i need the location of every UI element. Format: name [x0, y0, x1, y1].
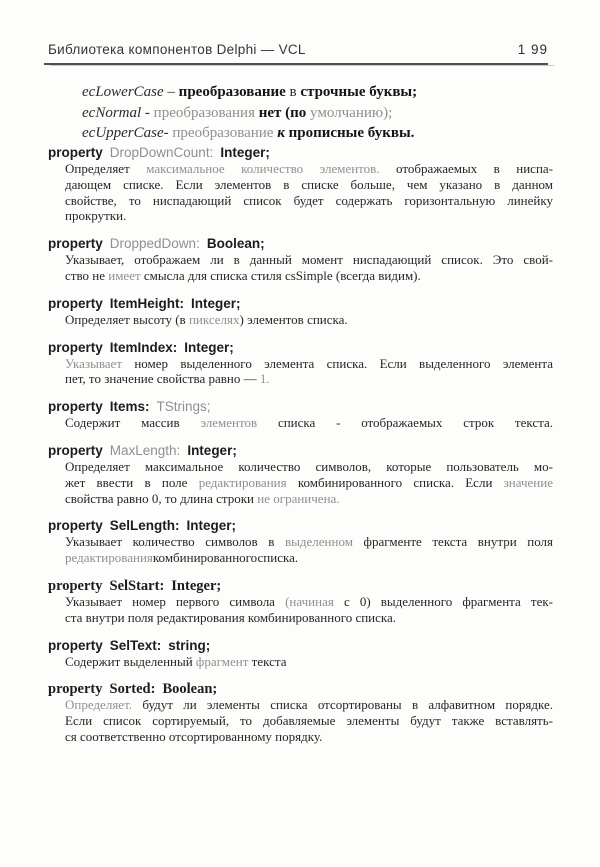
property-description	[65, 594, 553, 626]
description-line	[65, 459, 553, 475]
text-segment: фрагмент	[195, 653, 249, 669]
text-segment: умолчанию);	[310, 104, 393, 121]
text-segment: Указывает количество символов в	[65, 534, 286, 550]
property-name: DropDownCount:	[109, 145, 214, 160]
text-segment: выделенном	[285, 534, 353, 550]
text-segment: Определяет высоту (в	[65, 311, 189, 327]
text-segment: отображаемых в ниспа-	[379, 161, 554, 176]
property-declaration	[48, 578, 600, 594]
description-line	[65, 371, 553, 387]
property-type: Boolean;	[206, 236, 265, 252]
text-segment: Указывает номер первого символа	[65, 593, 286, 609]
property-name: ItemHeight:	[109, 295, 185, 311]
property-declaration	[48, 399, 600, 415]
property-type: TStrings;	[156, 399, 211, 415]
description-line	[65, 193, 553, 209]
text-segment: Если список сортируемый, то добавляемые элементы будут также вставлять-	[65, 713, 553, 729]
property-block	[0, 443, 600, 506]
text-segment: -	[141, 104, 154, 121]
property-declaration	[48, 681, 600, 697]
description-line	[65, 161, 553, 177]
intro-line	[82, 82, 560, 103]
text-segment: Содержит массив	[65, 415, 201, 431]
text-segment: ство не	[65, 267, 109, 283]
property-type: Integer;	[220, 145, 270, 160]
property-block	[0, 296, 600, 328]
description-line	[65, 208, 553, 224]
description-line	[65, 415, 553, 431]
property-type: Integer;	[171, 577, 222, 594]
text-segment: Определяет.	[65, 697, 133, 713]
property-type: string;	[168, 637, 211, 653]
text-segment: к	[277, 125, 289, 141]
properties-section	[0, 133, 600, 745]
running-title: Библиотека компонентов Delphi — VCL	[48, 42, 306, 57]
property-name: ItemIndex:	[109, 339, 178, 355]
text-segment: (начиная	[285, 593, 334, 609]
text-segment: пет, то значение свойства равно —	[65, 371, 260, 387]
text-segment: строчные буквы;	[300, 84, 418, 100]
property-type: Integer;	[187, 442, 237, 458]
property-declaration	[48, 145, 600, 161]
property-description	[65, 459, 553, 506]
text-segment: комбинированногосписка.	[152, 550, 299, 566]
property-keyword: property	[48, 399, 103, 415]
property-name: Sorted:	[109, 681, 156, 698]
page-number: 1 99	[517, 42, 548, 57]
property-name: MaxLength:	[109, 442, 181, 458]
text-segment: с 0) выделенного фрагмента тек-	[333, 593, 553, 609]
property-keyword: property	[48, 442, 103, 458]
property-name: SelText:	[109, 637, 162, 653]
property-description	[65, 654, 553, 670]
property-keyword: property	[48, 577, 103, 594]
description-line	[65, 312, 553, 328]
text-segment: значение	[503, 474, 553, 490]
property-name: SelStart:	[109, 577, 165, 594]
text-segment: дающем списке. Если элементов в списке больше, чем указано в данном	[65, 176, 553, 192]
property-name: Items:	[109, 399, 150, 415]
property-description	[65, 697, 553, 744]
description-line	[65, 534, 553, 550]
property-keyword: property	[48, 681, 103, 698]
property-name: DroppedDown:	[109, 236, 200, 252]
property-keyword: property	[48, 518, 103, 534]
text-segment: ecUpperCase-	[82, 125, 169, 141]
text-segment: комбинированного списка. Если	[286, 474, 504, 490]
text-segment: не ограничена.	[257, 490, 340, 506]
property-block	[0, 145, 600, 224]
text-segment: свойства равно 0, то длина строки	[65, 490, 258, 506]
property-block	[0, 340, 600, 388]
property-type: Integer;	[186, 518, 237, 534]
text-segment: текста	[248, 653, 287, 669]
text-segment: списка - отображаемых строк текста.	[257, 415, 553, 431]
description-line	[65, 654, 553, 670]
property-type: Integer;	[184, 339, 234, 355]
text-segment: преобразования	[153, 104, 259, 121]
property-declaration	[48, 236, 600, 252]
text-segment: смысла для списка стиля csSimple (всегда видим).	[140, 267, 421, 283]
description-line	[65, 697, 553, 713]
text-segment: редактирования	[65, 550, 153, 566]
text-segment: ecNormal	[82, 104, 142, 121]
text-segment: жет ввести в поле	[65, 474, 199, 490]
property-description	[65, 161, 553, 224]
text-segment: фрагменте текста внутри поля	[352, 534, 553, 550]
property-block	[0, 236, 600, 284]
property-block	[0, 578, 600, 626]
property-description	[65, 534, 553, 566]
property-block	[0, 681, 600, 744]
header-rule	[44, 63, 548, 65]
text-segment: редактирования	[198, 474, 287, 490]
text-segment: Указывает, отображаем ли в данный момент ниспадающий список. Это свой-	[65, 252, 553, 268]
property-keyword: property	[48, 637, 103, 653]
text-segment: ста внутри поля редактирования комбинированного списка.	[65, 609, 397, 625]
property-keyword: property	[48, 145, 103, 160]
text-segment: ecLowerCase	[82, 84, 164, 100]
description-line	[65, 594, 553, 610]
text-segment: –	[163, 84, 179, 100]
property-block	[0, 399, 600, 431]
property-description	[65, 415, 553, 431]
description-line	[65, 177, 553, 193]
text-segment: Указывает	[65, 355, 123, 371]
text-segment: в	[285, 84, 301, 100]
description-line	[65, 491, 553, 507]
text-segment: преобразование	[178, 84, 286, 100]
text-segment: Определяет максимальное количество символов, которые пользователь мо-	[65, 458, 553, 474]
text-segment: Определяет	[65, 161, 147, 176]
text-segment: пикселях	[188, 311, 240, 327]
description-line	[65, 550, 553, 566]
intro-line	[82, 103, 560, 124]
text-segment: прописные буквы.	[288, 125, 415, 141]
property-block	[0, 638, 600, 670]
text-segment: имеет	[108, 267, 141, 283]
property-description	[65, 356, 553, 388]
text-segment: максимальное количество элементов.	[146, 161, 380, 176]
text-segment: свойстве, то ниспадающий список будет содержать горизонтальную линейку	[65, 192, 553, 208]
property-type: Integer;	[191, 295, 241, 311]
property-description	[65, 312, 553, 328]
description-line	[65, 729, 553, 745]
text-segment: ся соответственно отсортированному порядку.	[65, 728, 323, 744]
description-line	[65, 713, 553, 729]
property-declaration	[48, 340, 600, 356]
property-keyword: property	[48, 295, 103, 311]
text-segment: 1.	[259, 371, 270, 387]
description-line	[65, 356, 553, 372]
property-keyword: property	[48, 339, 103, 355]
description-line	[65, 268, 553, 284]
property-declaration	[48, 518, 600, 534]
property-keyword: property	[48, 236, 103, 252]
description-line	[65, 610, 553, 626]
text-segment: Содержит выделенный	[65, 653, 196, 669]
description-line	[65, 475, 553, 491]
property-block	[0, 518, 600, 566]
text-segment: будут ли элементы списка отсортированы в алфавитном порядке.	[132, 697, 553, 713]
property-declaration	[48, 296, 600, 312]
text-segment: ) элементов списка.	[239, 311, 348, 327]
page-header	[48, 42, 548, 57]
description-line	[65, 252, 553, 268]
property-type: Boolean;	[162, 681, 218, 698]
property-description	[65, 252, 553, 284]
property-declaration	[48, 443, 600, 459]
text-segment: элементов	[200, 415, 258, 431]
property-declaration	[48, 638, 600, 654]
text-segment: прокрутки.	[65, 208, 127, 224]
text-segment: нет (по	[258, 104, 311, 121]
text-segment: номер выделенного элемента списка. Если выделенного элемента	[122, 355, 553, 371]
property-name: SelLength:	[109, 518, 180, 534]
text-segment: преобразование	[172, 125, 278, 141]
